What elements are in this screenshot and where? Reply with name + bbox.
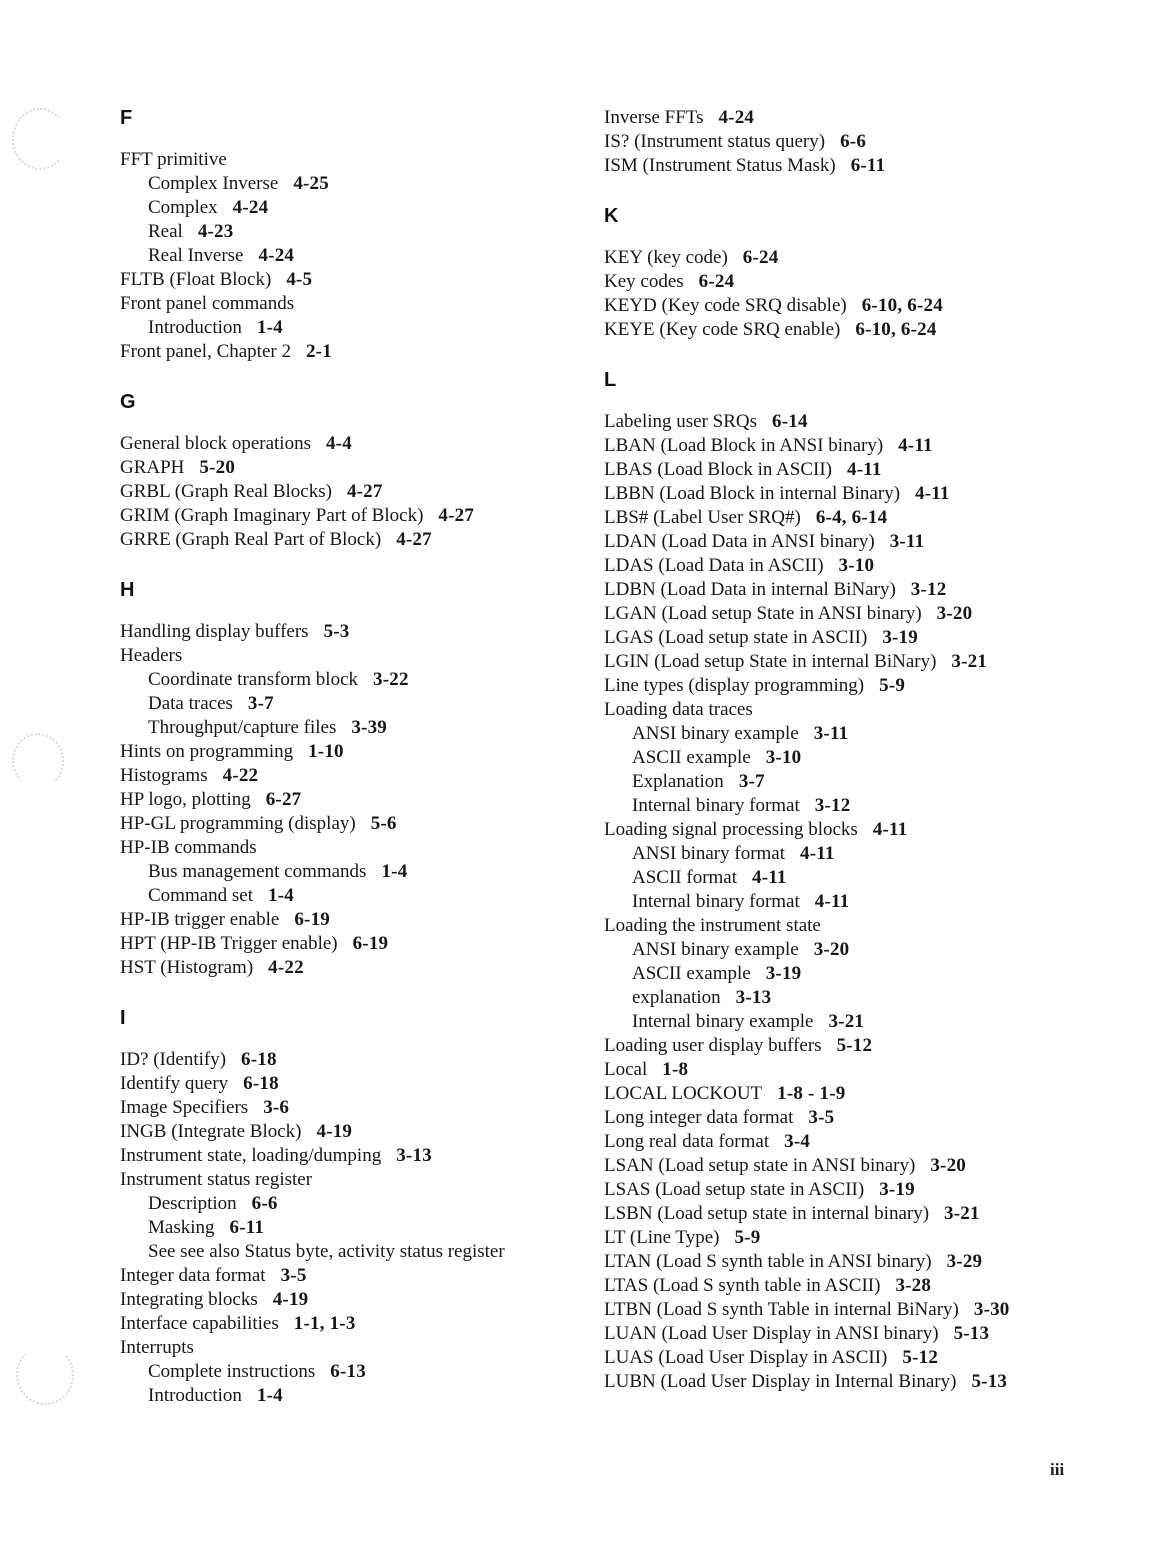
index-entry xyxy=(120,432,585,456)
entry-text: Instrument status register xyxy=(120,1169,313,1190)
entry-page-number: 3-30 xyxy=(973,1299,1010,1320)
entry-text: Line types (display programming) xyxy=(604,675,865,696)
index-entry xyxy=(120,1312,585,1336)
entry-text: Real Inverse xyxy=(148,245,244,266)
index-entry xyxy=(604,938,1079,962)
entry-text: LBBN (Load Block in internal Binary) xyxy=(604,483,901,504)
entry-page-number: 1-4 xyxy=(256,317,283,338)
entry-text: Complex Inverse xyxy=(148,173,279,194)
entry-page-number: 4-27 xyxy=(396,529,432,550)
index-entry xyxy=(604,794,1079,818)
index-entry xyxy=(604,1274,1079,1298)
entry-text: LUAS (Load User Display in ASCII) xyxy=(604,1347,888,1368)
entry-text: INGB (Integrate Block) xyxy=(120,1121,302,1142)
entry-text: LBS# (Label User SRQ#) xyxy=(604,507,801,528)
entry-page-number: 6-18 xyxy=(243,1073,279,1094)
entry-page-number: 4-27 xyxy=(438,505,475,526)
entry-page-number: 4-27 xyxy=(346,481,383,502)
entry-page-number: 3-11 xyxy=(889,531,925,552)
entry-page-number: 4-11 xyxy=(898,435,933,456)
entry-page-number: 3-4 xyxy=(784,1131,811,1152)
index-entry xyxy=(604,1034,1079,1058)
index-entry xyxy=(604,1202,1079,1226)
entry-page-number: 5-20 xyxy=(199,457,236,478)
entry-page-number: 6-6 xyxy=(251,1193,278,1214)
entry-page-number: 4-22 xyxy=(268,957,304,978)
entry-page-number: 4-24 xyxy=(258,245,295,266)
scan-artifact-hole-punch xyxy=(12,108,68,170)
index-entry xyxy=(120,908,585,932)
entry-page-number: 3-20 xyxy=(936,603,973,624)
index-entry xyxy=(120,480,585,504)
entry-page-number: 6-24 xyxy=(698,271,735,292)
index-column-left xyxy=(120,106,585,1408)
entry-page-number: 5-3 xyxy=(323,621,350,642)
entry-page-number: 3-29 xyxy=(946,1251,983,1272)
entry-text: LGIN (Load setup State in internal BiNary) xyxy=(604,651,937,672)
entry-text: Introduction xyxy=(148,317,242,338)
entry-page-number: 3-21 xyxy=(944,1203,980,1224)
entry-page-number: 3-22 xyxy=(373,669,409,690)
entry-page-number: 4-11 xyxy=(752,867,787,888)
entry-page-number: 2-1 xyxy=(305,341,332,362)
section-heading-h: H xyxy=(120,579,135,601)
entry-text: ANSI binary example xyxy=(632,723,799,744)
entry-page-number: 4-22 xyxy=(222,765,259,786)
entry-text: ANSI binary format xyxy=(632,843,786,864)
index-entry xyxy=(120,268,585,292)
entry-text: ASCII example xyxy=(632,747,751,768)
entry-text: LSAS (Load setup state in ASCII) xyxy=(604,1179,865,1200)
entry-page-number: 3-13 xyxy=(735,987,772,1008)
index-entry xyxy=(604,130,1079,154)
entry-text: ID? (Identify) xyxy=(120,1049,227,1070)
entry-page-number: 4-11 xyxy=(800,843,835,864)
index-entry xyxy=(604,1322,1079,1346)
entry-text: Labeling user SRQs xyxy=(604,411,758,432)
index-entry xyxy=(604,1058,1079,1082)
entry-page-number: 6-27 xyxy=(265,789,302,810)
index-entry xyxy=(604,1226,1079,1250)
index-entry xyxy=(604,674,1079,698)
entry-page-number: 5-12 xyxy=(902,1347,939,1368)
index-entry xyxy=(604,530,1079,554)
entry-text: ASCII format xyxy=(632,867,738,888)
entry-page-number: 3-28 xyxy=(895,1275,932,1296)
entry-page-number: 4-24 xyxy=(232,197,269,218)
entry-text: Long real data format xyxy=(604,1131,770,1152)
index-entry xyxy=(120,956,585,980)
entry-text: Loading data traces xyxy=(604,699,753,720)
entry-text: LBAS (Load Block in ASCII) xyxy=(604,459,832,480)
entry-page-number: 3-21 xyxy=(951,651,988,672)
entry-text: LGAN (Load setup State in ANSI binary) xyxy=(604,603,922,624)
index-entry xyxy=(120,812,585,836)
entry-text: Interface capabilities xyxy=(120,1313,279,1334)
index-entry xyxy=(604,294,1079,318)
entry-page-number: 6-10, 6-24 xyxy=(855,319,937,340)
entry-text: Local xyxy=(604,1059,648,1080)
entry-page-number: 3-7 xyxy=(738,771,765,792)
entry-page-number: 3-39 xyxy=(351,717,387,738)
entry-text: Coordinate transform block xyxy=(148,669,359,690)
entry-text: Internal binary format xyxy=(632,891,800,912)
entry-text: Explanation xyxy=(632,771,724,792)
index-entry xyxy=(604,458,1079,482)
entry-text: See see also Status byte, activity status register xyxy=(148,1241,505,1262)
entry-page-number: 4-19 xyxy=(272,1289,309,1310)
entry-text: Loading user display buffers xyxy=(604,1035,822,1056)
entry-text: Real xyxy=(148,221,183,242)
entry-page-number: 6-18 xyxy=(241,1049,277,1070)
entry-page-number: 1-8 xyxy=(662,1059,689,1080)
index-entry xyxy=(604,106,1079,130)
entry-text: LDAS (Load Data in ASCII) xyxy=(604,555,824,576)
entry-text: Data traces xyxy=(148,693,233,714)
index-entry xyxy=(120,1072,585,1096)
index-entry xyxy=(120,1096,585,1120)
entry-page-number: 3-19 xyxy=(765,963,802,984)
entry-page-number: 6-19 xyxy=(294,909,330,930)
entry-page-number: 3-20 xyxy=(813,939,850,960)
index-entry xyxy=(604,554,1079,578)
index-entry xyxy=(604,818,1079,842)
entry-page-number: 4-11 xyxy=(847,459,882,480)
entry-text: Instrument state, loading/dumping xyxy=(120,1145,382,1166)
entry-text: ASCII example xyxy=(632,963,751,984)
entry-text: LUBN (Load User Display in Internal Binary) xyxy=(604,1371,957,1392)
entry-page-number: 6-19 xyxy=(352,933,389,954)
entry-text: Loading the instrument state xyxy=(604,915,821,936)
entry-page-number: 4-23 xyxy=(197,221,234,242)
entry-text: LOCAL LOCKOUT xyxy=(604,1083,763,1104)
index-entry xyxy=(120,340,585,364)
entry-page-number: 5-9 xyxy=(879,675,906,696)
entry-page-number: 6-6 xyxy=(840,131,867,152)
index-entry xyxy=(604,962,1079,986)
entry-text: Description xyxy=(148,1193,237,1214)
entry-page-number: 3-21 xyxy=(828,1011,865,1032)
entry-page-number: 1-8 - 1-9 xyxy=(777,1083,846,1104)
index-entry xyxy=(604,770,1079,794)
index-entry xyxy=(120,1288,585,1312)
entry-text: Complete instructions xyxy=(148,1361,316,1382)
entry-text: Bus management commands xyxy=(148,861,367,882)
entry-text: LUAN (Load User Display in ANSI binary) xyxy=(604,1323,939,1344)
entry-text: LSAN (Load setup state in ANSI binary) xyxy=(604,1155,916,1176)
index-entry xyxy=(604,1370,1079,1394)
index-entry xyxy=(120,456,585,480)
index-entry xyxy=(604,318,1079,342)
entry-text: Internal binary example xyxy=(632,1011,814,1032)
entry-text: ANSI binary example xyxy=(632,939,799,960)
index-entry xyxy=(604,154,1079,178)
index-entry xyxy=(120,884,585,908)
entry-text: KEYE (Key code SRQ enable) xyxy=(604,319,841,340)
entry-page-number: 5-6 xyxy=(370,813,397,834)
index-entry xyxy=(120,1144,585,1168)
index-entry xyxy=(604,1154,1079,1178)
index-entry xyxy=(120,292,585,316)
entry-text: Integrating blocks xyxy=(120,1289,258,1310)
index-entry xyxy=(120,764,585,788)
index-entry xyxy=(120,692,585,716)
entry-page-number: 5-9 xyxy=(734,1227,761,1248)
index-entry xyxy=(120,716,585,740)
scan-artifact-hole-punch xyxy=(16,1345,74,1405)
index-entry xyxy=(120,1336,585,1360)
entry-page-number: 3-6 xyxy=(263,1097,290,1118)
entry-page-number: 3-7 xyxy=(247,693,274,714)
entry-text: Internal binary format xyxy=(632,795,800,816)
entry-text: GRAPH xyxy=(120,457,185,478)
entry-page-number: 3-5 xyxy=(280,1265,307,1286)
entry-text: HP-IB commands xyxy=(120,837,257,858)
entry-page-number: 6-11 xyxy=(229,1217,265,1238)
entry-page-number: 3-12 xyxy=(910,579,947,600)
entry-text: IS? (Instrument status query) xyxy=(604,131,826,152)
entry-text: HPT (HP-IB Trigger enable) xyxy=(120,933,338,954)
section-heading-i: I xyxy=(120,1007,127,1029)
section-heading-l: L xyxy=(604,369,617,391)
entry-text: Masking xyxy=(148,1217,215,1238)
entry-text: Command set xyxy=(148,885,254,906)
entry-page-number: 1-1, 1-3 xyxy=(293,1313,356,1334)
index-entry xyxy=(604,650,1079,674)
index-entry xyxy=(120,1168,585,1192)
entry-page-number: 4-5 xyxy=(286,269,313,290)
index-entry xyxy=(120,1384,585,1408)
entry-text: Histograms xyxy=(120,765,208,786)
entry-text: HP-GL programming (display) xyxy=(120,813,356,834)
index-entry xyxy=(120,788,585,812)
entry-text: GRIM (Graph Imaginary Part of Block) xyxy=(120,505,424,526)
entry-text: GRRE (Graph Real Part of Block) xyxy=(120,529,382,550)
entry-text: Key codes xyxy=(604,271,684,292)
index-entry xyxy=(120,1240,585,1264)
index-entry xyxy=(120,860,585,884)
entry-text: Throughput/capture files xyxy=(148,717,337,738)
entry-page-number: 4-24 xyxy=(718,107,755,128)
entry-text: HP logo, plotting xyxy=(120,789,251,810)
entry-page-number: 6-10, 6-24 xyxy=(861,295,943,316)
index-entry xyxy=(120,836,585,860)
index-entry xyxy=(604,1130,1079,1154)
entry-text: FFT primitive xyxy=(120,149,227,170)
index-entry xyxy=(604,866,1079,890)
entry-text: Front panel, Chapter 2 xyxy=(120,341,291,362)
entry-text: Hints on programming xyxy=(120,741,294,762)
index-entry xyxy=(604,914,1079,938)
index-entry xyxy=(604,410,1079,434)
index-entry xyxy=(120,172,585,196)
entry-page-number: 6-13 xyxy=(330,1361,366,1382)
index-entry xyxy=(120,1360,585,1384)
entry-text: KEY (key code) xyxy=(604,247,728,268)
entry-text: LTAN (Load S synth table in ANSI binary) xyxy=(604,1251,932,1272)
entry-text: Loading signal processing blocks xyxy=(604,819,858,840)
index-entry xyxy=(604,246,1079,270)
index-entry xyxy=(120,1216,585,1240)
entry-page-number: 6-14 xyxy=(772,411,808,432)
index-entry xyxy=(120,316,585,340)
index-entry xyxy=(604,986,1079,1010)
entry-page-number: 3-13 xyxy=(396,1145,432,1166)
entry-page-number: 3-12 xyxy=(814,795,851,816)
entry-page-number: 1-4 xyxy=(268,885,294,906)
entry-page-number: 3-5 xyxy=(808,1107,835,1128)
entry-page-number: 3-19 xyxy=(879,1179,915,1200)
index-entry xyxy=(120,148,585,172)
entry-text: Inverse FFTs xyxy=(604,107,704,128)
index-entry xyxy=(604,1346,1079,1370)
entry-page-number: 4-11 xyxy=(915,483,950,504)
index-entry xyxy=(120,244,585,268)
index-entry xyxy=(604,1082,1079,1106)
page-number: iii xyxy=(1050,1460,1065,1479)
entry-text: Front panel commands xyxy=(120,293,295,314)
entry-page-number: 1-4 xyxy=(256,1385,283,1406)
entry-page-number: 3-19 xyxy=(882,627,918,648)
index-entry xyxy=(604,506,1079,530)
entry-text: LSBN (Load setup state in internal binary) xyxy=(604,1203,930,1224)
index-entry xyxy=(604,626,1079,650)
entry-page-number: 4-4 xyxy=(325,433,352,454)
entry-text: FLTB (Float Block) xyxy=(120,269,272,290)
index-entry xyxy=(120,504,585,528)
entry-page-number: 3-10 xyxy=(838,555,875,576)
entry-page-number: 3-20 xyxy=(930,1155,966,1176)
entry-page-number: 4-11 xyxy=(872,819,908,840)
scan-artifact-hole-punch xyxy=(12,733,64,789)
index-entry xyxy=(604,1106,1079,1130)
entry-text: LTAS (Load S synth table in ASCII) xyxy=(604,1275,881,1296)
entry-text: LT (Line Type) xyxy=(604,1227,720,1248)
entry-text: Integer data format xyxy=(120,1265,266,1286)
entry-text: GRBL (Graph Real Blocks) xyxy=(120,481,332,502)
entry-text: LBAN (Load Block in ANSI binary) xyxy=(604,435,884,456)
entry-text: HP-IB trigger enable xyxy=(120,909,280,930)
entry-text: ISM (Instrument Status Mask) xyxy=(604,155,836,176)
section-heading-k: K xyxy=(604,205,619,227)
index-entry xyxy=(120,644,585,668)
index-entry xyxy=(604,602,1079,626)
index-entry xyxy=(604,1010,1079,1034)
index-entry xyxy=(604,578,1079,602)
entry-text: explanation xyxy=(632,987,721,1008)
index-entry xyxy=(120,740,585,764)
entry-page-number: 6-11 xyxy=(850,155,886,176)
entry-text: HST (Histogram) xyxy=(120,957,254,978)
entry-text: Interrupts xyxy=(120,1337,194,1358)
index-entry xyxy=(604,722,1079,746)
entry-text: Image Specifiers xyxy=(120,1097,249,1118)
index-entry xyxy=(120,196,585,220)
entry-page-number: 4-19 xyxy=(316,1121,353,1142)
entry-text: Headers xyxy=(120,645,183,666)
entry-text: LDBN (Load Data in internal BiNary) xyxy=(604,579,896,600)
entry-page-number: 4-25 xyxy=(293,173,329,194)
index-entry xyxy=(604,1298,1079,1322)
index-entry xyxy=(604,890,1079,914)
entry-page-number: 3-11 xyxy=(813,723,849,744)
index-entry xyxy=(120,932,585,956)
entry-text: Introduction xyxy=(148,1385,242,1406)
index-entry xyxy=(120,668,585,692)
entry-page-number: 6-24 xyxy=(742,247,779,268)
index-entry xyxy=(604,482,1079,506)
index-entry xyxy=(604,746,1079,770)
entry-page-number: 1-4 xyxy=(381,861,408,882)
index-entry xyxy=(120,1048,585,1072)
entry-text: LGAS (Load setup state in ASCII) xyxy=(604,627,868,648)
entry-page-number: 4-11 xyxy=(814,891,850,912)
index-entry xyxy=(120,1192,585,1216)
index-entry xyxy=(604,842,1079,866)
entry-text: KEYD (Key code SRQ disable) xyxy=(604,295,847,316)
index-entry xyxy=(604,1250,1079,1274)
entry-page-number: 6-4, 6-14 xyxy=(815,507,888,528)
index-entry xyxy=(604,698,1079,722)
index-entry xyxy=(120,1120,585,1144)
entry-text: Handling display buffers xyxy=(120,621,309,642)
entry-page-number: 3-10 xyxy=(765,747,802,768)
entry-page-number: 5-13 xyxy=(971,1371,1008,1392)
index-column-right xyxy=(604,106,1079,1394)
entry-text: General block operations xyxy=(120,433,311,454)
entry-text: Identify query xyxy=(120,1073,229,1094)
entry-text: LTBN (Load S synth Table in internal BiNary) xyxy=(604,1299,959,1320)
entry-text: Complex xyxy=(148,197,218,218)
entry-text: LDAN (Load Data in ANSI binary) xyxy=(604,531,875,552)
entry-page-number: 1-10 xyxy=(308,741,344,762)
index-entry xyxy=(604,434,1079,458)
index-entry xyxy=(120,620,585,644)
index-entry xyxy=(120,220,585,244)
index-entry xyxy=(120,1264,585,1288)
index-entry xyxy=(120,528,585,552)
index-entry xyxy=(604,1178,1079,1202)
entry-text: Long integer data format xyxy=(604,1107,794,1128)
entry-page-number: 5-12 xyxy=(836,1035,873,1056)
index-entry xyxy=(604,270,1079,294)
entry-page-number: 5-13 xyxy=(953,1323,990,1344)
section-heading-f: F xyxy=(120,107,133,129)
section-heading-g: G xyxy=(120,391,137,413)
